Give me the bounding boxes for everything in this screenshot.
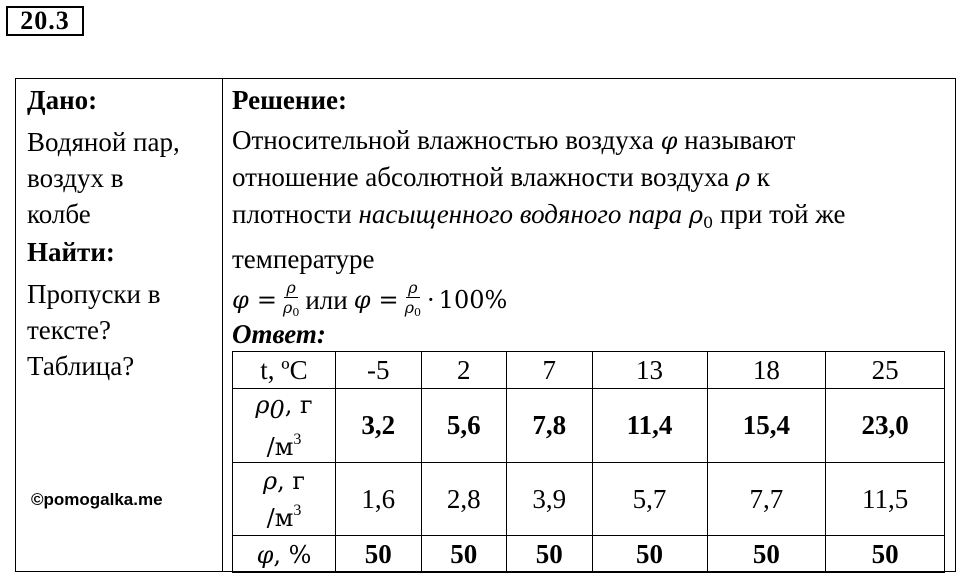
table-cell: 11,4 — [592, 389, 707, 463]
solution-line-2 — [232, 159, 947, 196]
fraction — [283, 278, 299, 322]
unit-text: , г — [284, 391, 313, 419]
solution-line-4: температуре — [232, 244, 375, 274]
unit-superscript: 3 — [293, 431, 302, 448]
answer-heading: Ответ: — [232, 319, 326, 349]
unit-text: , % — [273, 540, 312, 569]
given-line: колбе — [27, 199, 91, 229]
table-cell: 23,0 — [826, 389, 945, 463]
find-text — [27, 276, 217, 384]
solution-line-3 — [232, 196, 947, 241]
row-header-line — [233, 389, 335, 425]
text-fragment: при той же — [713, 199, 846, 229]
table-cell: 25 — [826, 352, 945, 389]
rho-symbol: ρ — [735, 164, 750, 192]
find-heading: Найти: — [27, 237, 115, 267]
row-header-relative-humidity — [233, 536, 336, 573]
row-header-absolute-humidity — [233, 463, 336, 536]
solution-heading: Решение: — [232, 85, 347, 115]
unit-text: /м — [266, 504, 294, 532]
emphasis-text: насыщенного водяного пара — [358, 199, 683, 229]
table-cell: 7,8 — [507, 389, 593, 463]
table-row — [233, 536, 945, 573]
row-header-line — [233, 425, 335, 462]
table-cell: 50 — [707, 536, 826, 573]
text-fragment: Относительной влажностью воздуха — [232, 125, 661, 155]
solution-line-1 — [232, 122, 947, 159]
rho-symbol: ρ — [263, 467, 278, 495]
table-row — [233, 463, 945, 536]
row-header-line — [233, 496, 335, 533]
table-cell: 7 — [507, 352, 593, 389]
table-cell: 50 — [507, 536, 593, 573]
unit-text: /м — [266, 433, 294, 461]
solution-column — [232, 82, 947, 349]
text-fragment: отношение абсолютной влажности воздуха — [232, 162, 736, 192]
den-subscript: 0 — [292, 306, 300, 319]
data-table — [232, 351, 945, 573]
row-header-line — [233, 465, 335, 496]
formula-phi: φ — [353, 286, 371, 314]
rho0-symbol: ρ — [688, 201, 704, 229]
given-heading: Дано: — [27, 85, 98, 115]
given-column — [27, 82, 217, 384]
fraction-denominator — [405, 298, 421, 322]
table-cell: 15,4 — [707, 389, 826, 463]
row-header-saturated-density — [233, 389, 336, 463]
den-subscript: 0 — [414, 306, 422, 319]
given-text — [27, 124, 217, 232]
table-cell: 7,7 — [707, 463, 826, 536]
table-cell: 2,8 — [421, 463, 507, 536]
problem-number: 20.3 — [6, 6, 84, 36]
fraction-numerator: ρ — [408, 278, 418, 297]
table-cell: 50 — [592, 536, 707, 573]
or-text: или — [305, 285, 348, 315]
table-cell: 2 — [421, 352, 507, 389]
rho0-subscript: 0 — [703, 213, 714, 232]
rho0-subscript: 0 — [269, 396, 285, 424]
rho0-symbol: ρ — [255, 391, 270, 419]
find-line: Таблица? — [27, 351, 135, 381]
formula-phi: φ — [232, 286, 249, 314]
given-line: воздух в — [27, 163, 124, 193]
table-cell: 3,9 — [507, 463, 593, 536]
table-cell: 5,7 — [592, 463, 707, 536]
equals-sign: = — [378, 286, 399, 314]
text-fragment: к — [749, 162, 770, 192]
phi-symbol: φ — [660, 127, 678, 155]
find-line: Пропуски в — [27, 279, 161, 309]
text-fragment: плотности — [232, 199, 359, 229]
table-cell: 18 — [707, 352, 826, 389]
table-cell: 50 — [826, 536, 945, 573]
table-row — [233, 389, 945, 463]
equals-sign: = — [256, 286, 277, 314]
unit-superscript: 3 — [293, 502, 302, 519]
table-cell: 5,6 — [421, 389, 507, 463]
unit-text: , г — [277, 467, 305, 495]
text-fragment: называют — [677, 125, 796, 155]
table-cell: 1,6 — [336, 463, 422, 536]
table-cell: -5 — [336, 352, 422, 389]
table-cell: 13 — [592, 352, 707, 389]
watermark: ©pomogalka.me — [31, 490, 163, 509]
row-header-temperature: t, ºC — [233, 352, 336, 389]
phi-symbol: φ — [256, 540, 274, 569]
den-symbol: ρ — [282, 298, 293, 317]
table-cell: 50 — [421, 536, 507, 573]
fraction — [405, 278, 421, 322]
times-sign: · — [427, 286, 435, 314]
given-line: Водяной пар, — [27, 127, 180, 157]
table-row — [233, 352, 945, 389]
fraction-numerator: ρ — [286, 278, 296, 297]
percent-value: 100% — [438, 286, 508, 314]
table-cell: 50 — [336, 536, 422, 573]
den-symbol: ρ — [404, 298, 415, 317]
solution-text — [232, 122, 947, 349]
find-line: тексте? — [27, 315, 111, 345]
table-cell: 11,5 — [826, 463, 945, 536]
column-divider — [222, 78, 223, 572]
table-cell: 3,2 — [336, 389, 422, 463]
